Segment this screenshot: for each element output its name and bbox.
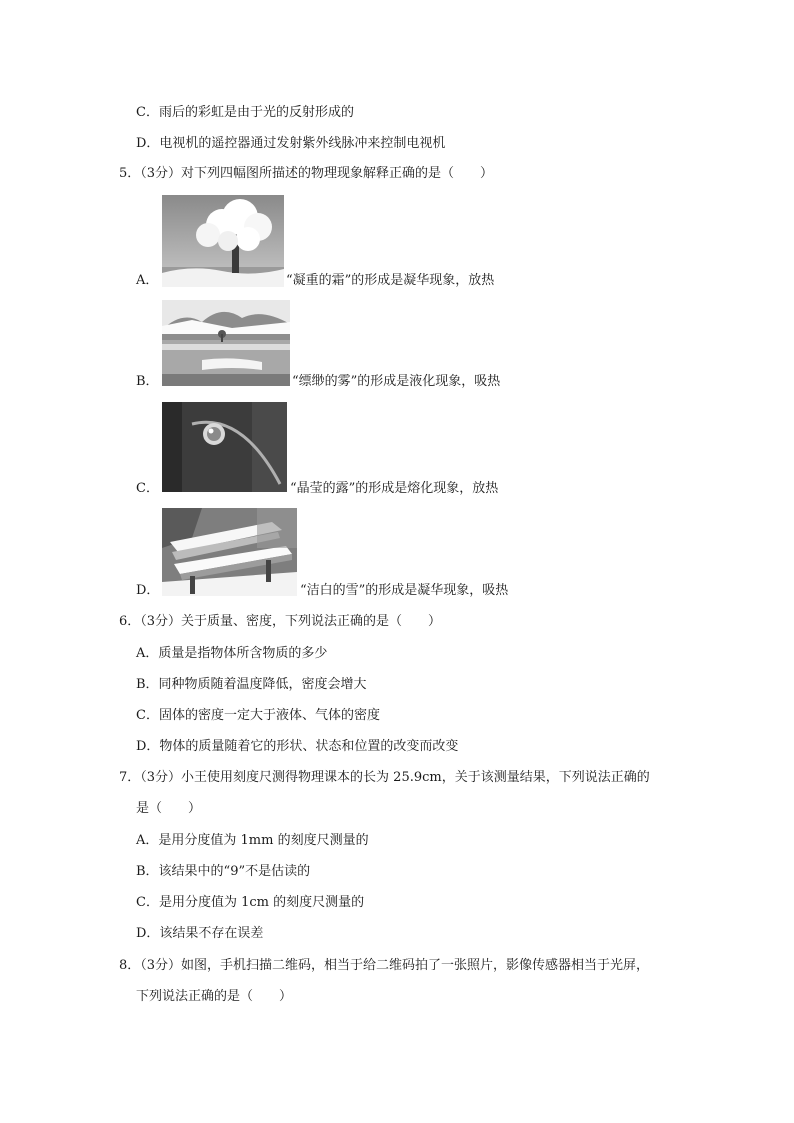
dew-drop-image: [162, 402, 287, 492]
q5-option-a-text: “凝重的霜”的形成是凝华现象，放热: [286, 273, 495, 288]
q5-stem: 5．（3分）对下列四幅图所描述的物理现象解释正确的是（ ）: [119, 166, 494, 181]
q5-option-d-label: D．: [136, 583, 160, 598]
q7-option-b: B．该结果中的“9”不是估读的: [136, 864, 311, 879]
q5-option-c-label: C．: [136, 481, 159, 496]
q7-stem-line2: 是（ ）: [136, 801, 202, 816]
q6-option-b: B．同种物质随着温度降低，密度会增大: [136, 677, 367, 692]
q7-stem-line1: 7．（3分）小王使用刻度尺测得物理课本的长为 25.9cm，关于该测量结果，下列说法正确的: [119, 770, 650, 785]
q8-stem-line1: 8．（3分）如图，手机扫描二维码，相当于给二维码拍了一张照片，影像传感器相当于光屏，: [119, 958, 650, 973]
q5-option-d-text: “洁白的雪”的形成是凝华现象，吸热: [300, 583, 509, 598]
q5-option-b-label: B．: [136, 374, 159, 389]
q5-option-b-text: “缥缈的雾”的形成是液化现象，吸热: [292, 374, 501, 389]
q6-option-d: D．物体的质量随着它的形状、状态和位置的改变而改变: [136, 739, 459, 754]
frost-tree-image: [162, 195, 284, 287]
q8-stem-line2: 下列说法正确的是（ ）: [136, 989, 293, 1004]
snow-bench-image: [162, 508, 297, 596]
q7-option-a: A．是用分度值为 1mm 的刻度尺测量的: [136, 833, 369, 848]
misty-lake-image: [162, 300, 290, 386]
q5-option-a-label: A．: [136, 273, 159, 288]
q6-option-a: A．质量是指物体所含物质的多少: [136, 646, 328, 661]
q4-option-d: D．电视机的遥控器通过发射紫外线脉冲来控制电视机: [136, 136, 446, 151]
q5-option-c-text: “晶莹的露”的形成是熔化现象，放热: [290, 481, 499, 496]
q4-option-c: C．雨后的彩虹是由于光的反射形成的: [136, 105, 354, 120]
q7-option-d: D．该结果不存在误差: [136, 926, 264, 941]
q7-option-c: C．是用分度值为 1cm 的刻度尺测量的: [136, 895, 365, 910]
q6-option-c: C．固体的密度一定大于液体、气体的密度: [136, 708, 380, 723]
q6-stem: 6．（3分）关于质量、密度，下列说法正确的是（ ）: [119, 614, 442, 629]
